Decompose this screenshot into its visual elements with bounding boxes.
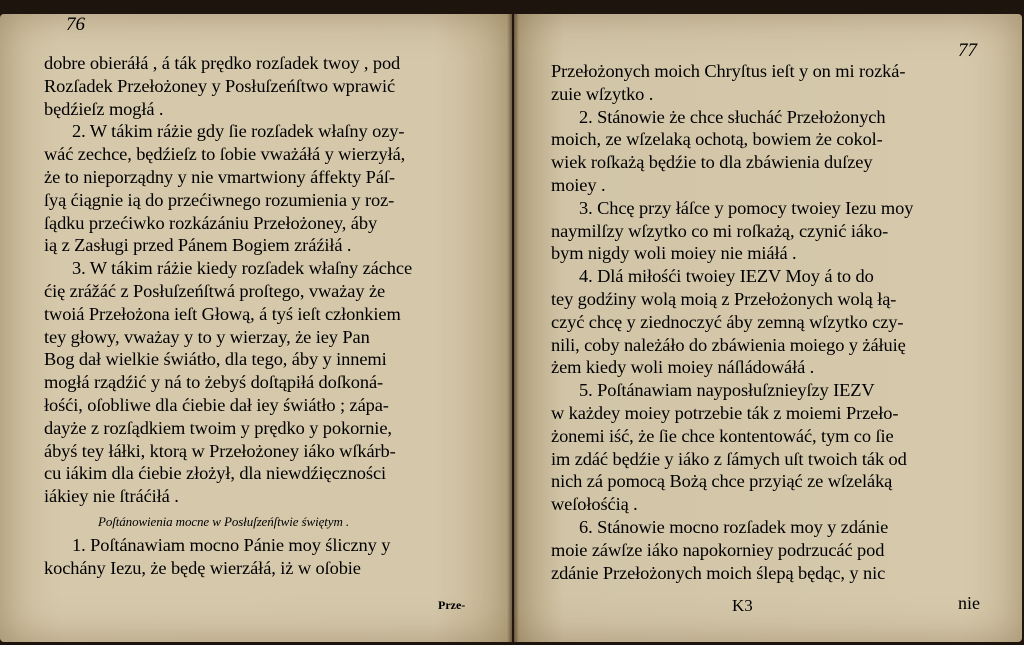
text-line: zuie wſzytko . — [551, 83, 654, 104]
text-line: ćię zrážáć z Posłuſzeńſtwá proſtego, vważay że — [44, 280, 386, 301]
text-line: ábyś tey łáłki, ktorą w Przełożoney iáko wſkárb- — [44, 440, 396, 461]
text-line: ſądku przećiwko rozkázániu Przełożoney, áby — [44, 212, 378, 233]
right-page-text — [551, 60, 1015, 584]
text-line: moie záwſze iáko napokorniey podrzucáć pod — [551, 539, 885, 560]
text-line: zdánie Przełożonych moich ślepą będąc, y nic — [551, 562, 886, 583]
text-line: nili, coby należáło do zbáwienia moiego y żáłuię — [551, 334, 906, 355]
text-line: że to nieporządny y nie vmartwiony áffekty Páſ- — [44, 166, 395, 187]
text-line: 6. Stánowie mocno rozſadek moy y zdánie — [579, 516, 889, 537]
right-page-number: 77 — [958, 40, 977, 61]
text-line: naymilſzy wſzytko co mi roſkażą, czynić iáko- — [551, 220, 889, 241]
text-line: bym nigdy woli moiey nie miáłá . — [551, 243, 797, 264]
text-line: tey godźiny wolą moią z Przełożonych wolą łą- — [551, 288, 897, 309]
text-line: kochány Iezu, że będę wierzáłá, iż w oſobie — [44, 557, 361, 578]
text-line: 3. W tákim ráżie kiedy rozſadek właſny záchce — [72, 258, 413, 279]
text-line: czyć chcę y ziednoczyć áby zemną wſzytko czy- — [551, 311, 904, 332]
text-line: moich, ze wſzelaką ochotą, bowiem że cokol- — [551, 129, 883, 150]
text-line: Rozſadek Przełożoney y Posłuſzeńſtwo wprawić — [44, 75, 396, 96]
text-line: będźieſz mogłá . — [44, 98, 164, 119]
text-line: iákiey nie ſtráćiłá . — [44, 486, 179, 507]
text-line: w każdey moiey potrzebie ták z moiemi Przeło- — [551, 402, 899, 423]
text-line: ſyą ćiągnie ią do przećiwnego rozumienia y roz- — [44, 189, 395, 210]
text-line: dobre obieráłá , á ták prędko rozſadek twoy , pod — [44, 53, 401, 73]
left-page-text — [44, 52, 502, 580]
section-heading: Poſtánowienia mocne w Posłuſzeńſtwie świętym . — [98, 513, 350, 529]
text-line: nich zá pomocą Bożą chce przyiąć ze wſzeláką — [551, 471, 893, 492]
text-line: 2. W tákim ráżie gdy ſie rozſadek właſny ozy- — [72, 121, 405, 142]
text-line: wáć zechce, będźieſz to ſobie vważáłá y wierzyłá, — [44, 144, 406, 165]
text-line: 1. Poſtánawiam mocno Pánie moy śliczny y — [72, 534, 391, 555]
text-line: 3. Chcę przy łáſce y pomocy twoiey Iezu moy — [579, 197, 914, 218]
left-page-number: 76 — [66, 14, 85, 35]
text-line: tey głowy, vważay y to y wierzay, że iey Pan — [44, 326, 370, 347]
text-line: mogłá rządźić y ná to żebyś doſtąpiłá doſkoná- — [44, 372, 384, 393]
text-line: twoiá Przełożona ieſt Głową, á tyś ieſt członkiem — [44, 303, 401, 324]
text-line: wiek roſkażą będźie to dla zbáwienia duſzey — [551, 152, 873, 173]
text-line: moiey . — [551, 174, 606, 195]
text-line: Bog dał wielkie świátło, dla tego, áby y innemi — [44, 349, 387, 370]
left-catchword: Prze- — [438, 598, 466, 612]
text-line: cu iákim dla ćiebie złożył, dla niewdźięczności — [44, 463, 387, 484]
text-line: dayże z rozſądkiem twoim y prędko y pokornie, — [44, 417, 392, 438]
text-line: im zdáć będźie y iáko z ſámych uſt twoich ták od — [551, 448, 907, 469]
signature-mark: K3 — [732, 596, 753, 615]
right-catchword: nie — [958, 593, 980, 613]
text-line: Przełożonych moich Chryſtus ieſt y on mi rozká- — [551, 61, 906, 81]
text-line: żem kiedy woli moiey náſládowáłá . — [551, 357, 815, 378]
text-line: 2. Stánowie że chce słucháć Przełożonych — [579, 106, 886, 127]
text-line: 5. Poſtánawiam nayposłuſznieyſzy IEZV — [579, 380, 875, 401]
text-line: weſołośćią . — [551, 494, 638, 515]
text-line: ią z Zasługi przed Pánem Bogiem zráźiłá . — [44, 235, 352, 256]
book-gutter — [507, 14, 519, 642]
text-line: 4. Dlá miłośći twoiey IEZV Moy á to do — [579, 266, 874, 287]
text-line: łośći, oſobliwe dla ćiebie dał iey świátło ; zápa- — [44, 394, 389, 415]
text-line: żonemi iść, że ſie chce kontentowáć, tym co ſie — [551, 425, 894, 446]
